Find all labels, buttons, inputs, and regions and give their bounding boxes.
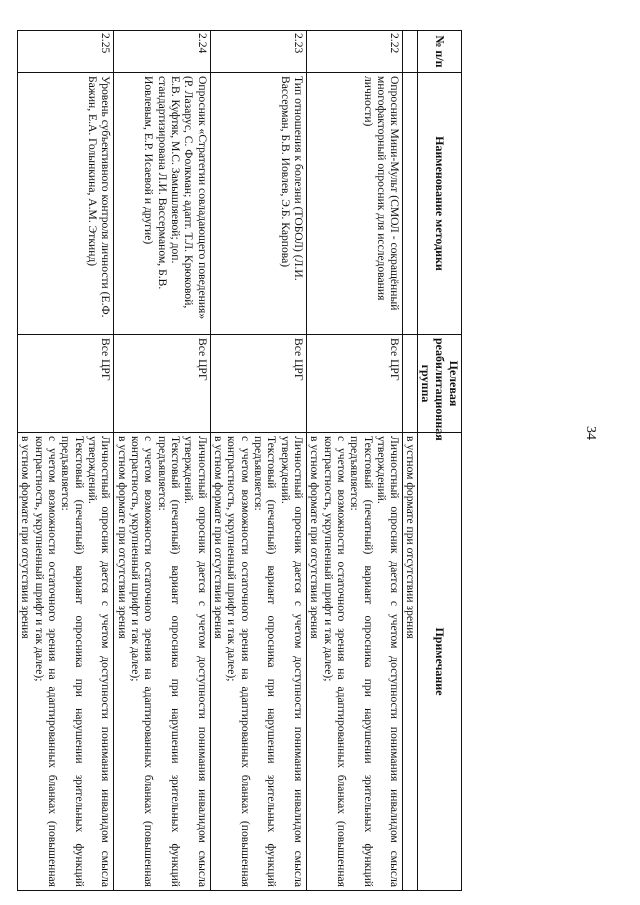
page-number: 34 bbox=[583, 426, 598, 440]
header-note: Примечание bbox=[417, 433, 461, 891]
row-method-name: Опросник Мини-Мульт (СМОЛ - сокращённый многофакторный опросник для исследования личности) bbox=[306, 73, 402, 335]
row-note bbox=[306, 433, 402, 891]
note-line: в устном формате при отсутствии зрения bbox=[308, 436, 322, 639]
row-num: 2.22 bbox=[306, 31, 402, 73]
header-name: Наименование методики bbox=[417, 73, 461, 335]
row-note bbox=[210, 433, 306, 891]
header-num: № п/п bbox=[417, 31, 461, 73]
note-line: с учетом возможности остаточного зрения на адаптированных бланках (повышенная контрастность, укрупненный шрифт и так далее); bbox=[129, 436, 156, 887]
row-group: Все ЦРГ bbox=[114, 335, 210, 433]
row-group: Все ЦРГ bbox=[306, 335, 402, 433]
table-row bbox=[210, 31, 306, 891]
row-method-name: Опросник «Стратегии совладающего поведения» (Р. Лазарус, С. Фолкман; адапт. Т.Л. Крюковой, Е.В. Куфтяк, М.С. Замышляевой; доп. стандартизирована Л.И. Вассерманом, Б.В. Иовлевым, Е.Р. Исаевой и другие) bbox=[114, 73, 210, 335]
row-method-name: Уровень субъективного контроля личности (Е.Ф. Бажин, Е.А. Голынкина, А.М. Эткинд) bbox=[18, 73, 114, 335]
note-line: Текстовый (печатный) вариант опросника при нарушении зрительных функций предъявляется: bbox=[155, 436, 183, 887]
continuation-note: в устном формате при отсутствии зрения bbox=[403, 433, 417, 891]
row-method-name: Тип отношения к болезни (ТОБОЛ) (Л.И. Вассерман, Б.В. Иовлев, Э.Б. Карпова) bbox=[210, 73, 306, 335]
note-line: Личностный опросник дается с учетом доступности понимания инвалидом смысла утверждений. bbox=[278, 436, 305, 887]
note-line: в устном формате при отсутствии зрения bbox=[212, 436, 226, 639]
note-line: с учетом возможности остаточного зрения на адаптированных бланках (повышенная контрастность, укрупненный шрифт и так далее); bbox=[225, 436, 252, 887]
rotated-table-wrapper bbox=[19, 30, 462, 890]
row-group: Все ЦРГ bbox=[18, 335, 114, 433]
header-group: Целевая реабилитационная группа bbox=[417, 335, 461, 433]
note-line: Текстовый (печатный) вариант опросника при нарушении зрительных функций предъявляется: bbox=[59, 436, 86, 887]
note-line: Личностный опросник дается с учетом доступности понимания инвалидом смысла утверждений. bbox=[374, 436, 402, 887]
row-note bbox=[114, 433, 210, 891]
row-note bbox=[18, 433, 114, 891]
table-row bbox=[306, 31, 402, 891]
row-num: 2.23 bbox=[210, 31, 306, 73]
methods-table bbox=[17, 30, 462, 891]
continuation-row bbox=[403, 31, 417, 891]
note-line: в устном формате при отсутствии зрения bbox=[115, 436, 129, 639]
note-line: с учетом возможности остаточного зрения на адаптированных бланках (повышенная контрастность, укрупненный шрифт и так далее); bbox=[321, 436, 348, 887]
note-line: Текстовый (печатный) вариант опросника при нарушении зрительных функций предъявляется: bbox=[252, 436, 279, 887]
table-row bbox=[18, 31, 114, 891]
note-line: в устном формате при отсутствии зрения bbox=[19, 436, 33, 639]
note-line: с учетом возможности остаточного зрения на адаптированных бланках (повышенная контрастность, укрупненный шрифт и так далее); bbox=[32, 436, 60, 887]
note-line: Личностный опросник дается с учетом доступности понимания инвалидом смысла утверждений. bbox=[86, 436, 113, 887]
table-row bbox=[114, 31, 210, 891]
row-group: Все ЦРГ bbox=[210, 335, 306, 433]
row-num: 2.25 bbox=[18, 31, 114, 73]
note-line: Текстовый (печатный) вариант опросника при нарушении зрительных функций предъявляется: bbox=[348, 436, 375, 887]
table-header-row bbox=[417, 31, 461, 891]
note-line: Личностный опросник дается с учетом доступности понимания инвалидом смысла утверждений. bbox=[182, 436, 209, 887]
row-num: 2.24 bbox=[114, 31, 210, 73]
